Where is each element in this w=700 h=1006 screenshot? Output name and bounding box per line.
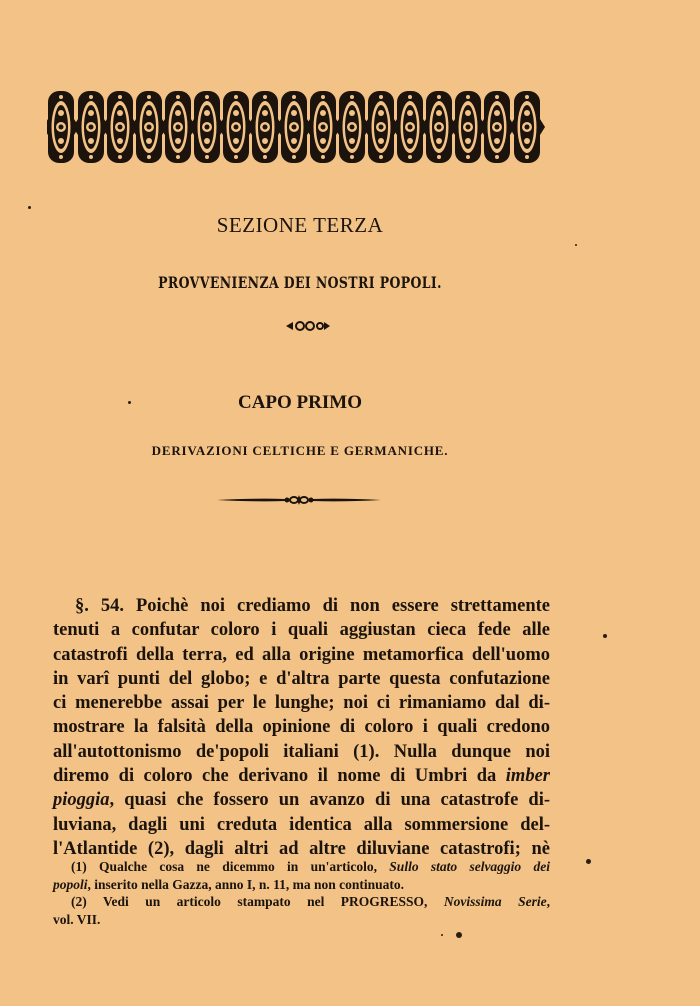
ink-speck [575,244,577,246]
ink-speck [586,859,591,864]
text-fragment: , inserito nella Gazza, anno I, n. 11, ma non continuato. [87,876,405,892]
ink-speck [456,932,462,938]
italic-title: popoli [53,876,88,892]
text-line: tenuti a confutar coloro i quali aggiustan cieca fede alle [53,620,550,641]
section-subtitle: PROVVENIENZA DEI NOSTRI POPOLI. [158,273,442,292]
text-line: catastrofi della terra, ed alla origine metamorfica dell'uomo [53,644,550,665]
text-line: luviana, dagli uni creduta identica alla sommersione del- [53,814,550,835]
italic-word: pioggia [53,790,110,811]
italic-word: imber [505,766,550,787]
text-fragment: (2) Vedi un articolo stampato nel PROGRESSO, [71,894,428,909]
header-ornament-band [47,90,547,165]
text-line: l'Atlantide (2), dagli altri ad altre diluviane catastrofi; nè [53,838,550,859]
text-line [53,764,550,788]
footnote-2 [53,893,550,911]
chapter-subtitle: DERIVAZIONI CELTICHE E GERMANICHE. [151,443,449,458]
ink-speck [603,634,607,638]
footnotes [53,858,550,928]
footnote-1 [53,858,550,876]
body-paragraph [53,594,550,861]
small-diamond-ornament [284,318,332,334]
text-line: §. 54. Poichè noi crediamo di non essere strettamente [75,596,550,616]
ink-speck [28,206,31,209]
footnote-2-cont: vol. VII. [53,911,101,927]
text-line [53,788,550,812]
text-line: all'autottonismo de'popoli italiani (1). Nulla dunque noi [53,741,550,762]
ink-speck [128,401,131,404]
footnote-1-cont [53,876,550,894]
rule-ornament [215,492,383,508]
section-title: SEZIONE TERZA [216,213,384,237]
ink-speck [441,934,443,936]
text-line: ci menerebbe assai per le lunghe; noi ci rimaniamo dal di- [53,693,550,714]
text-line: mostrare la falsità della opinione di coloro i quali credono [53,717,550,738]
text-fragment: , [546,894,550,909]
text-fragment: , quasi che fossero un avanzo di una catastrofe di- [109,790,550,811]
text-fragment: diremo di coloro che derivano il nome di Umbri da [53,766,497,787]
italic-title: Sullo stato selvaggio dei [389,859,550,874]
italic-title: Novissima Serie [443,894,547,909]
text-fragment: (1) Qualche cosa ne dicemmo in un'articolo, [71,859,377,874]
text-line: in varî punti del globo; e d'altra parte questa confutazione [53,668,550,689]
chapter-title: CAPO PRIMO [237,392,362,413]
